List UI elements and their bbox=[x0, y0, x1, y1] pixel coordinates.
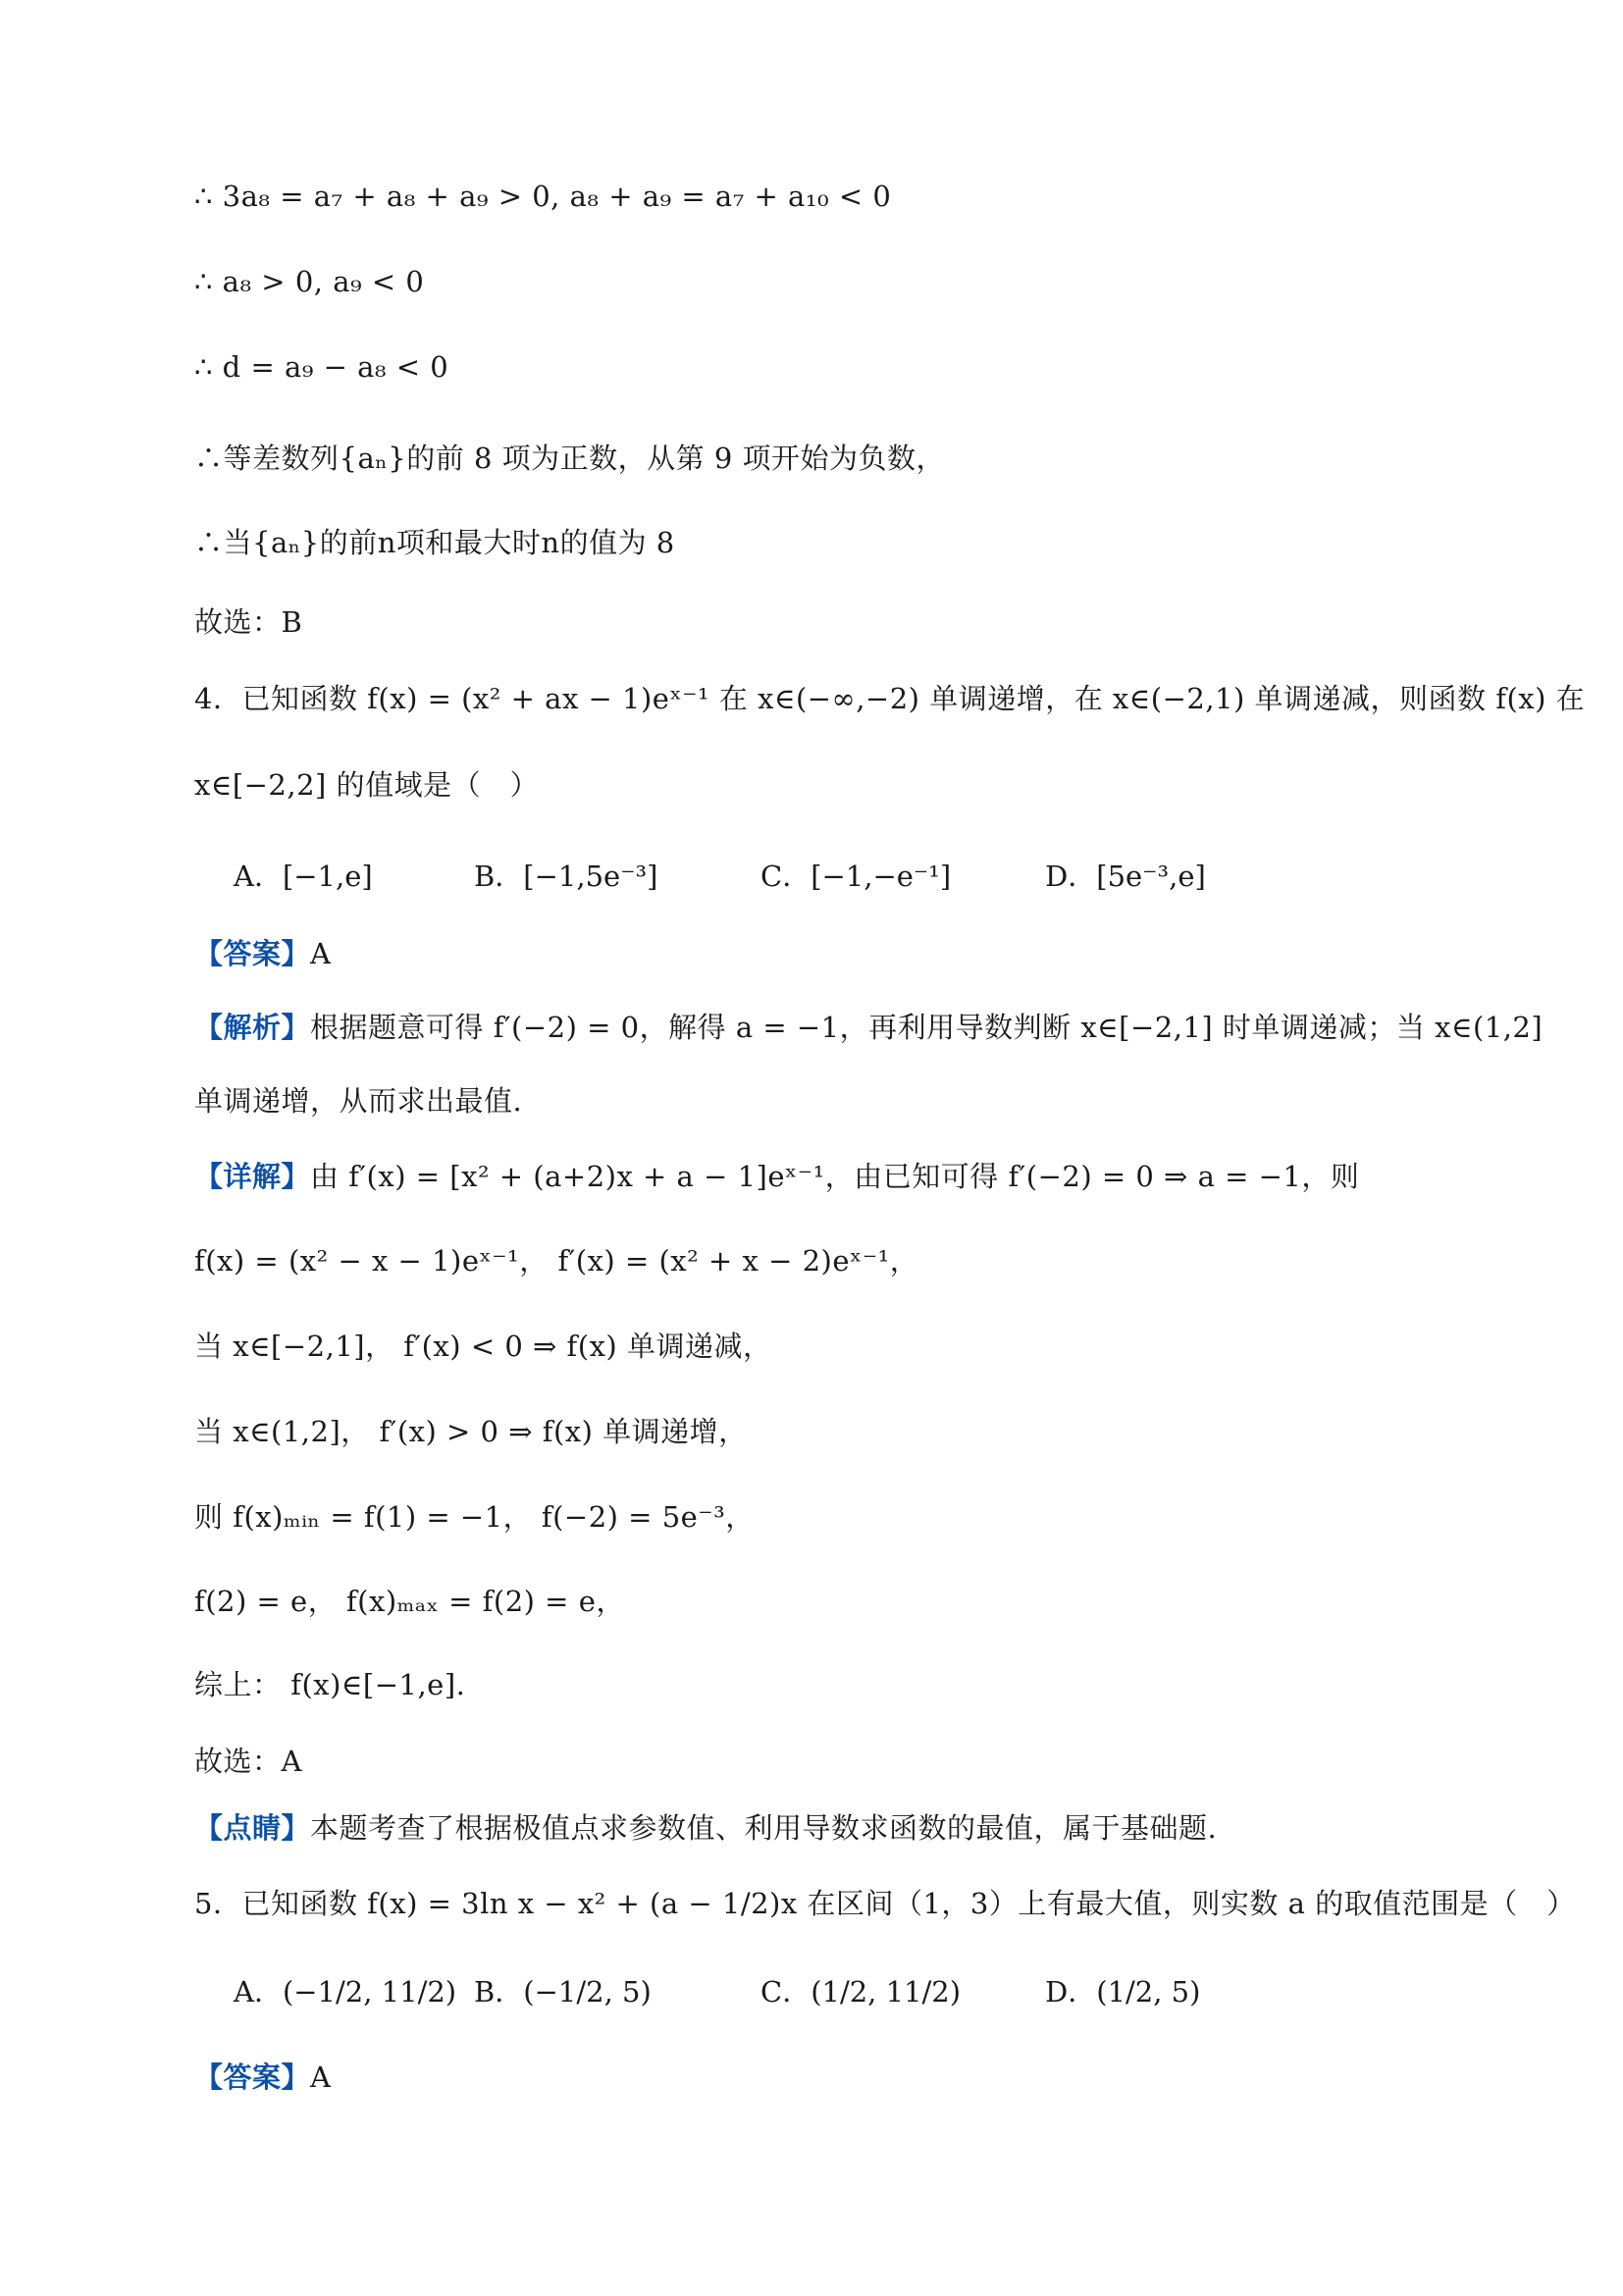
choice-c: C．(1/2, 11/2) bbox=[760, 1975, 962, 2009]
question-4-final-answer: 故选：A bbox=[194, 1745, 302, 1778]
question-4-answer bbox=[194, 932, 1476, 975]
question-4-comment bbox=[194, 1806, 1476, 1850]
previous-answer-line: 故选：B bbox=[194, 605, 303, 639]
solution-line-2: ∴ a₈ > 0, a₉ < 0 bbox=[194, 265, 425, 298]
detail-line: 当 x∈[−2,1]， f′(x) < 0 ⇒ f(x) 单调递减， bbox=[194, 1330, 772, 1363]
detail-line: f(2) = e， f(x)ₘₐₓ = f(2) = e， bbox=[194, 1585, 625, 1618]
choice-d: D．[5e⁻³,e] bbox=[1045, 860, 1206, 893]
answer-tag: 【答案】 bbox=[194, 937, 311, 970]
solution-line-4: ∴等差数列{aₙ}的前 8 项为正数，从第 9 项开始为负数， bbox=[194, 442, 946, 475]
question-5-answer bbox=[194, 2056, 1476, 2099]
detail-line: f(x) = (x² − x − 1)eˣ⁻¹， f′(x) = (x² + x − 2)eˣ⁻¹， bbox=[194, 1244, 919, 1278]
choice-c: C．[−1,−e⁻¹] bbox=[760, 860, 952, 893]
question-5-stem: 5．已知函数 f(x) = 3ln x − x² + (a − 1/2)x 在区间（1，3）上有最大值，则实数 a 的取值范围是（ ） bbox=[194, 1887, 1576, 1920]
question-4-stem: 4．已知函数 f(x) = (x² + ax − 1)eˣ⁻¹ 在 x∈(−∞,−2) 单调递增，在 x∈(−2,1) 单调递减，则函数 f(x) 在 bbox=[194, 682, 1586, 715]
choice-b: B．[−1,5e⁻³] bbox=[474, 860, 658, 893]
detail-line: 综上： f(x)∈[−1,e]. bbox=[194, 1668, 466, 1701]
answer-value: A bbox=[310, 2061, 332, 2094]
detail-text: 由 f′(x) = [x² + (a+2)x + a − 1]eˣ⁻¹，由已知可得 f′(−2) = 0 ⇒ a = −1，则 bbox=[310, 1160, 1360, 1193]
question-4-stem-cont: x∈[−2,2] 的值域是（ ） bbox=[194, 768, 540, 802]
question-4-detail bbox=[194, 1155, 1476, 1198]
question-4-analysis bbox=[194, 1006, 1544, 1049]
detail-tag: 【详解】 bbox=[194, 1160, 311, 1193]
answer-tag: 【答案】 bbox=[194, 2061, 311, 2094]
analysis-tag: 【解析】 bbox=[194, 1011, 311, 1044]
analysis-text: 根据题意可得 f′(−2) = 0，解得 a = −1，再利用导数判断 x∈[−2,1] 时单调递减；当 x∈(1,2] bbox=[310, 1011, 1544, 1044]
detail-line: 当 x∈(1,2]， f′(x) > 0 ⇒ f(x) 单调递增， bbox=[194, 1415, 748, 1448]
choice-a: A．[−1,e] bbox=[234, 860, 373, 893]
solution-line-5: ∴当{aₙ}的前n项和最大时n的值为 8 bbox=[194, 526, 675, 559]
answer-value: A bbox=[310, 937, 332, 970]
solution-line-3: ∴ d = a₉ − a₈ < 0 bbox=[194, 350, 449, 384]
comment-text: 本题考查了根据极值点求参数值、利用导数求函数的最值，属于基础题. bbox=[310, 1811, 1218, 1845]
solution-line-1: ∴ 3a₈ = a₇ + a₈ + a₉ > 0, a₈ + a₉ = a₇ + a₁₀ < 0 bbox=[194, 180, 892, 213]
choice-b: B．(−1/2, 5) bbox=[474, 1975, 652, 2009]
choice-a: A．(−1/2, 11/2) bbox=[234, 1975, 457, 2009]
choice-d: D．(1/2, 5) bbox=[1045, 1975, 1201, 2009]
detail-line: 则 f(x)ₘᵢₙ = f(1) = −1， f(−2) = 5e⁻³， bbox=[194, 1500, 755, 1534]
question-4-choices bbox=[234, 847, 1509, 906]
question-4-analysis-cont: 单调递增，从而求出最值. bbox=[194, 1084, 523, 1118]
question-5-choices bbox=[234, 1962, 1509, 2021]
comment-tag: 【点睛】 bbox=[194, 1811, 311, 1845]
